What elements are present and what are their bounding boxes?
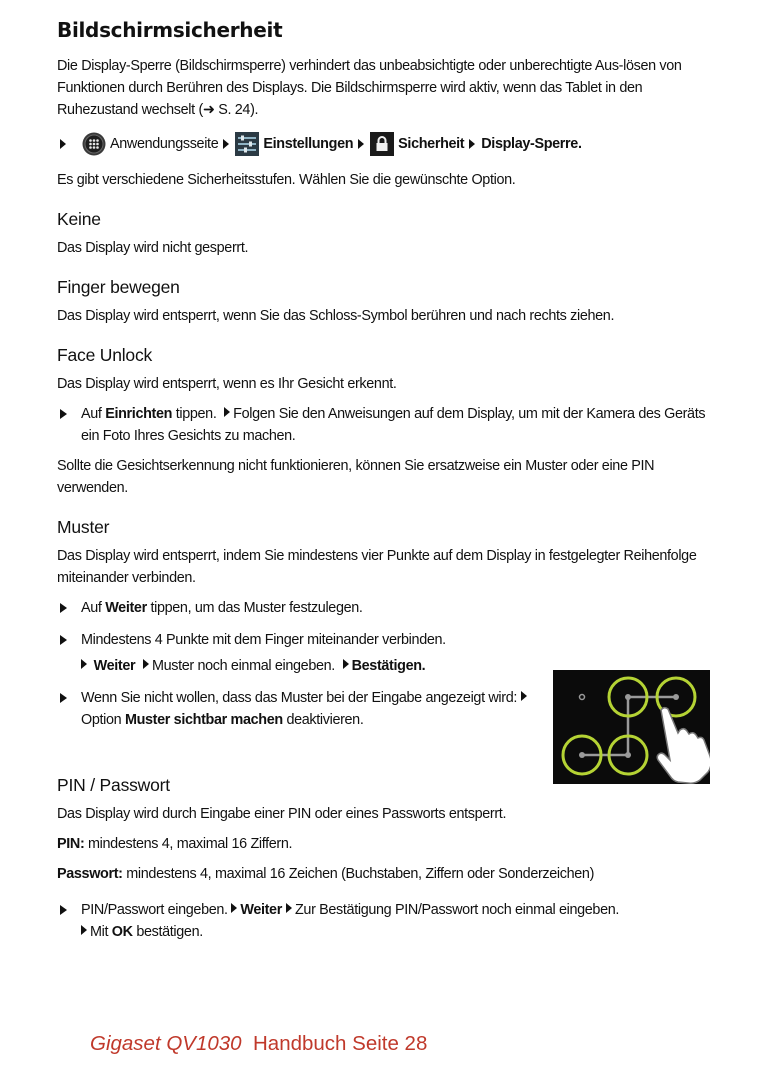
muster-sub-bestaetigen: Bestätigen. bbox=[351, 658, 426, 674]
arrow-icon bbox=[60, 905, 67, 915]
arrow-icon bbox=[143, 659, 149, 669]
heading-face-unlock: Face Unlock bbox=[57, 345, 153, 365]
password-label: Passwort: bbox=[57, 866, 123, 882]
pin-requirement bbox=[57, 833, 717, 855]
app-drawer-icon bbox=[82, 132, 106, 156]
pin-step bbox=[57, 899, 717, 943]
page-title: Bildschirmsicherheit bbox=[57, 18, 283, 42]
arrow-icon bbox=[521, 691, 527, 701]
muster-step1-post: tippen, um das Muster festzulegen. bbox=[146, 600, 363, 616]
levels-paragraph: Es gibt verschiedene Sicherheitsstufen. Wählen Sie die gewünschte Option. bbox=[57, 172, 516, 188]
nav-item-display-sperre: Display-Sperre. bbox=[481, 136, 582, 152]
muster-step-2 bbox=[57, 629, 532, 651]
pin-step-pre: PIN/Passwort eingeben. bbox=[81, 902, 232, 918]
face-fallback: Sollte die Gesichtserkennung nicht funktionieren, können Sie ersatzweise ein Muster oder eine PIN verwenden. bbox=[57, 458, 655, 496]
pattern-unlock-illustration bbox=[553, 670, 710, 784]
arrow-icon bbox=[60, 693, 67, 703]
page-footer bbox=[90, 1032, 427, 1056]
password-requirement-text: mindestens 4, maximal 16 Zeichen (Buchstaben, Ziffern oder Sonderzeichen) bbox=[122, 866, 595, 882]
lock-icon bbox=[370, 132, 394, 156]
face-step-post1: tippen. bbox=[172, 406, 221, 422]
pin-step-post: bestätigen. bbox=[132, 924, 203, 940]
muster-sub-text: Muster noch einmal eingeben. bbox=[151, 658, 335, 674]
muster-step1-weiter: Weiter bbox=[105, 600, 147, 616]
muster-step1-pre: Auf bbox=[81, 600, 106, 616]
face-step-pre: Auf bbox=[81, 406, 106, 422]
muster-steps-column bbox=[57, 629, 532, 731]
arrow-icon bbox=[60, 409, 67, 419]
keine-text: Das Display wird nicht gesperrt. bbox=[57, 240, 249, 256]
manual-page bbox=[57, 18, 717, 951]
nav-item-sicherheit: Sicherheit bbox=[398, 136, 465, 152]
pin-step-mid2: Mit bbox=[90, 924, 112, 940]
muster-text: Das Display wird entsperrt, indem Sie mindestens vier Punkte auf dem Display in festgelegter Reihenfolge miteinander verbinden. bbox=[57, 548, 697, 586]
heading-finger-bewegen: Finger bewegen bbox=[57, 277, 180, 297]
pin-step-ok: OK bbox=[111, 924, 133, 940]
heading-muster: Muster bbox=[57, 517, 110, 537]
intro-paragraph: Die Display-Sperre (Bildschirmsperre) verhindert das unbeabsichtigte oder unberechtigte Aus-lösen von Funktionen durch Berühren des Displays. Die Bildschirmsperre wird aktiv, wenn das Tablet in den Ruhezustand wechselt (➜ S. 24). bbox=[57, 58, 682, 118]
heading-keine: Keine bbox=[57, 209, 101, 229]
pin-requirement-text: mindestens 4, maximal 16 Ziffern. bbox=[84, 836, 293, 852]
muster-substep bbox=[57, 655, 532, 677]
heading-pin-passwort: PIN / Passwort bbox=[57, 775, 170, 795]
muster-step3-option: Muster sichtbar machen bbox=[124, 712, 283, 728]
face-step-post2: Folgen Sie den Anweisungen auf dem Display, um mit der Kamera des Geräts ein Foto Ihres Gesichts zu machen. bbox=[81, 406, 706, 444]
arrow-icon bbox=[81, 925, 87, 935]
footer-text: Handbuch Seite 28 bbox=[252, 1032, 428, 1055]
muster-step2-text: Mindestens 4 Punkte mit dem Finger miteinander verbinden. bbox=[81, 632, 446, 648]
arrow-icon bbox=[224, 407, 230, 417]
muster-step3-post: deaktivieren. bbox=[282, 712, 364, 728]
arrow-icon bbox=[60, 635, 67, 645]
arrow-icon bbox=[343, 659, 349, 669]
nav-item-anwendungsseite: Anwendungsseite bbox=[110, 136, 219, 152]
footer-model: Gigaset QV1030 bbox=[90, 1032, 242, 1055]
muster-sub-weiter: Weiter bbox=[93, 658, 136, 674]
muster-step-1 bbox=[57, 597, 717, 619]
muster-step-3 bbox=[57, 687, 532, 731]
pin-step-mid: Zur Bestätigung PIN/Passwort noch einmal eingeben. bbox=[294, 902, 620, 918]
settings-icon bbox=[235, 132, 259, 156]
arrow-icon bbox=[286, 903, 292, 913]
arrow-icon bbox=[81, 659, 87, 669]
muster-step3-mid: Option bbox=[81, 712, 125, 728]
face-text: Das Display wird entsperrt, wenn es Ihr Gesicht erkennt. bbox=[57, 376, 397, 392]
arrow-icon bbox=[469, 139, 475, 149]
password-requirement bbox=[57, 863, 717, 885]
face-step bbox=[57, 403, 717, 447]
arrow-icon bbox=[60, 603, 67, 613]
arrow-icon bbox=[60, 139, 66, 149]
pin-text: Das Display wird durch Eingabe einer PIN oder eines Passworts entsperrt. bbox=[57, 806, 507, 822]
muster-step3-pre: Wenn Sie nicht wollen, dass das Muster bei der Eingabe angezeigt wird: bbox=[81, 690, 521, 706]
pin-step-weiter: Weiter bbox=[240, 902, 282, 918]
pin-label: PIN: bbox=[57, 836, 85, 852]
navigation-path bbox=[57, 129, 717, 159]
arrow-icon bbox=[231, 903, 237, 913]
finger-text: Das Display wird entsperrt, wenn Sie das Schloss-Symbol berühren und nach rechts ziehen. bbox=[57, 308, 615, 324]
face-step-einrichten: Einrichten bbox=[105, 406, 173, 422]
arrow-icon bbox=[358, 139, 364, 149]
arrow-icon bbox=[223, 139, 229, 149]
nav-item-einstellungen: Einstellungen bbox=[263, 136, 354, 152]
